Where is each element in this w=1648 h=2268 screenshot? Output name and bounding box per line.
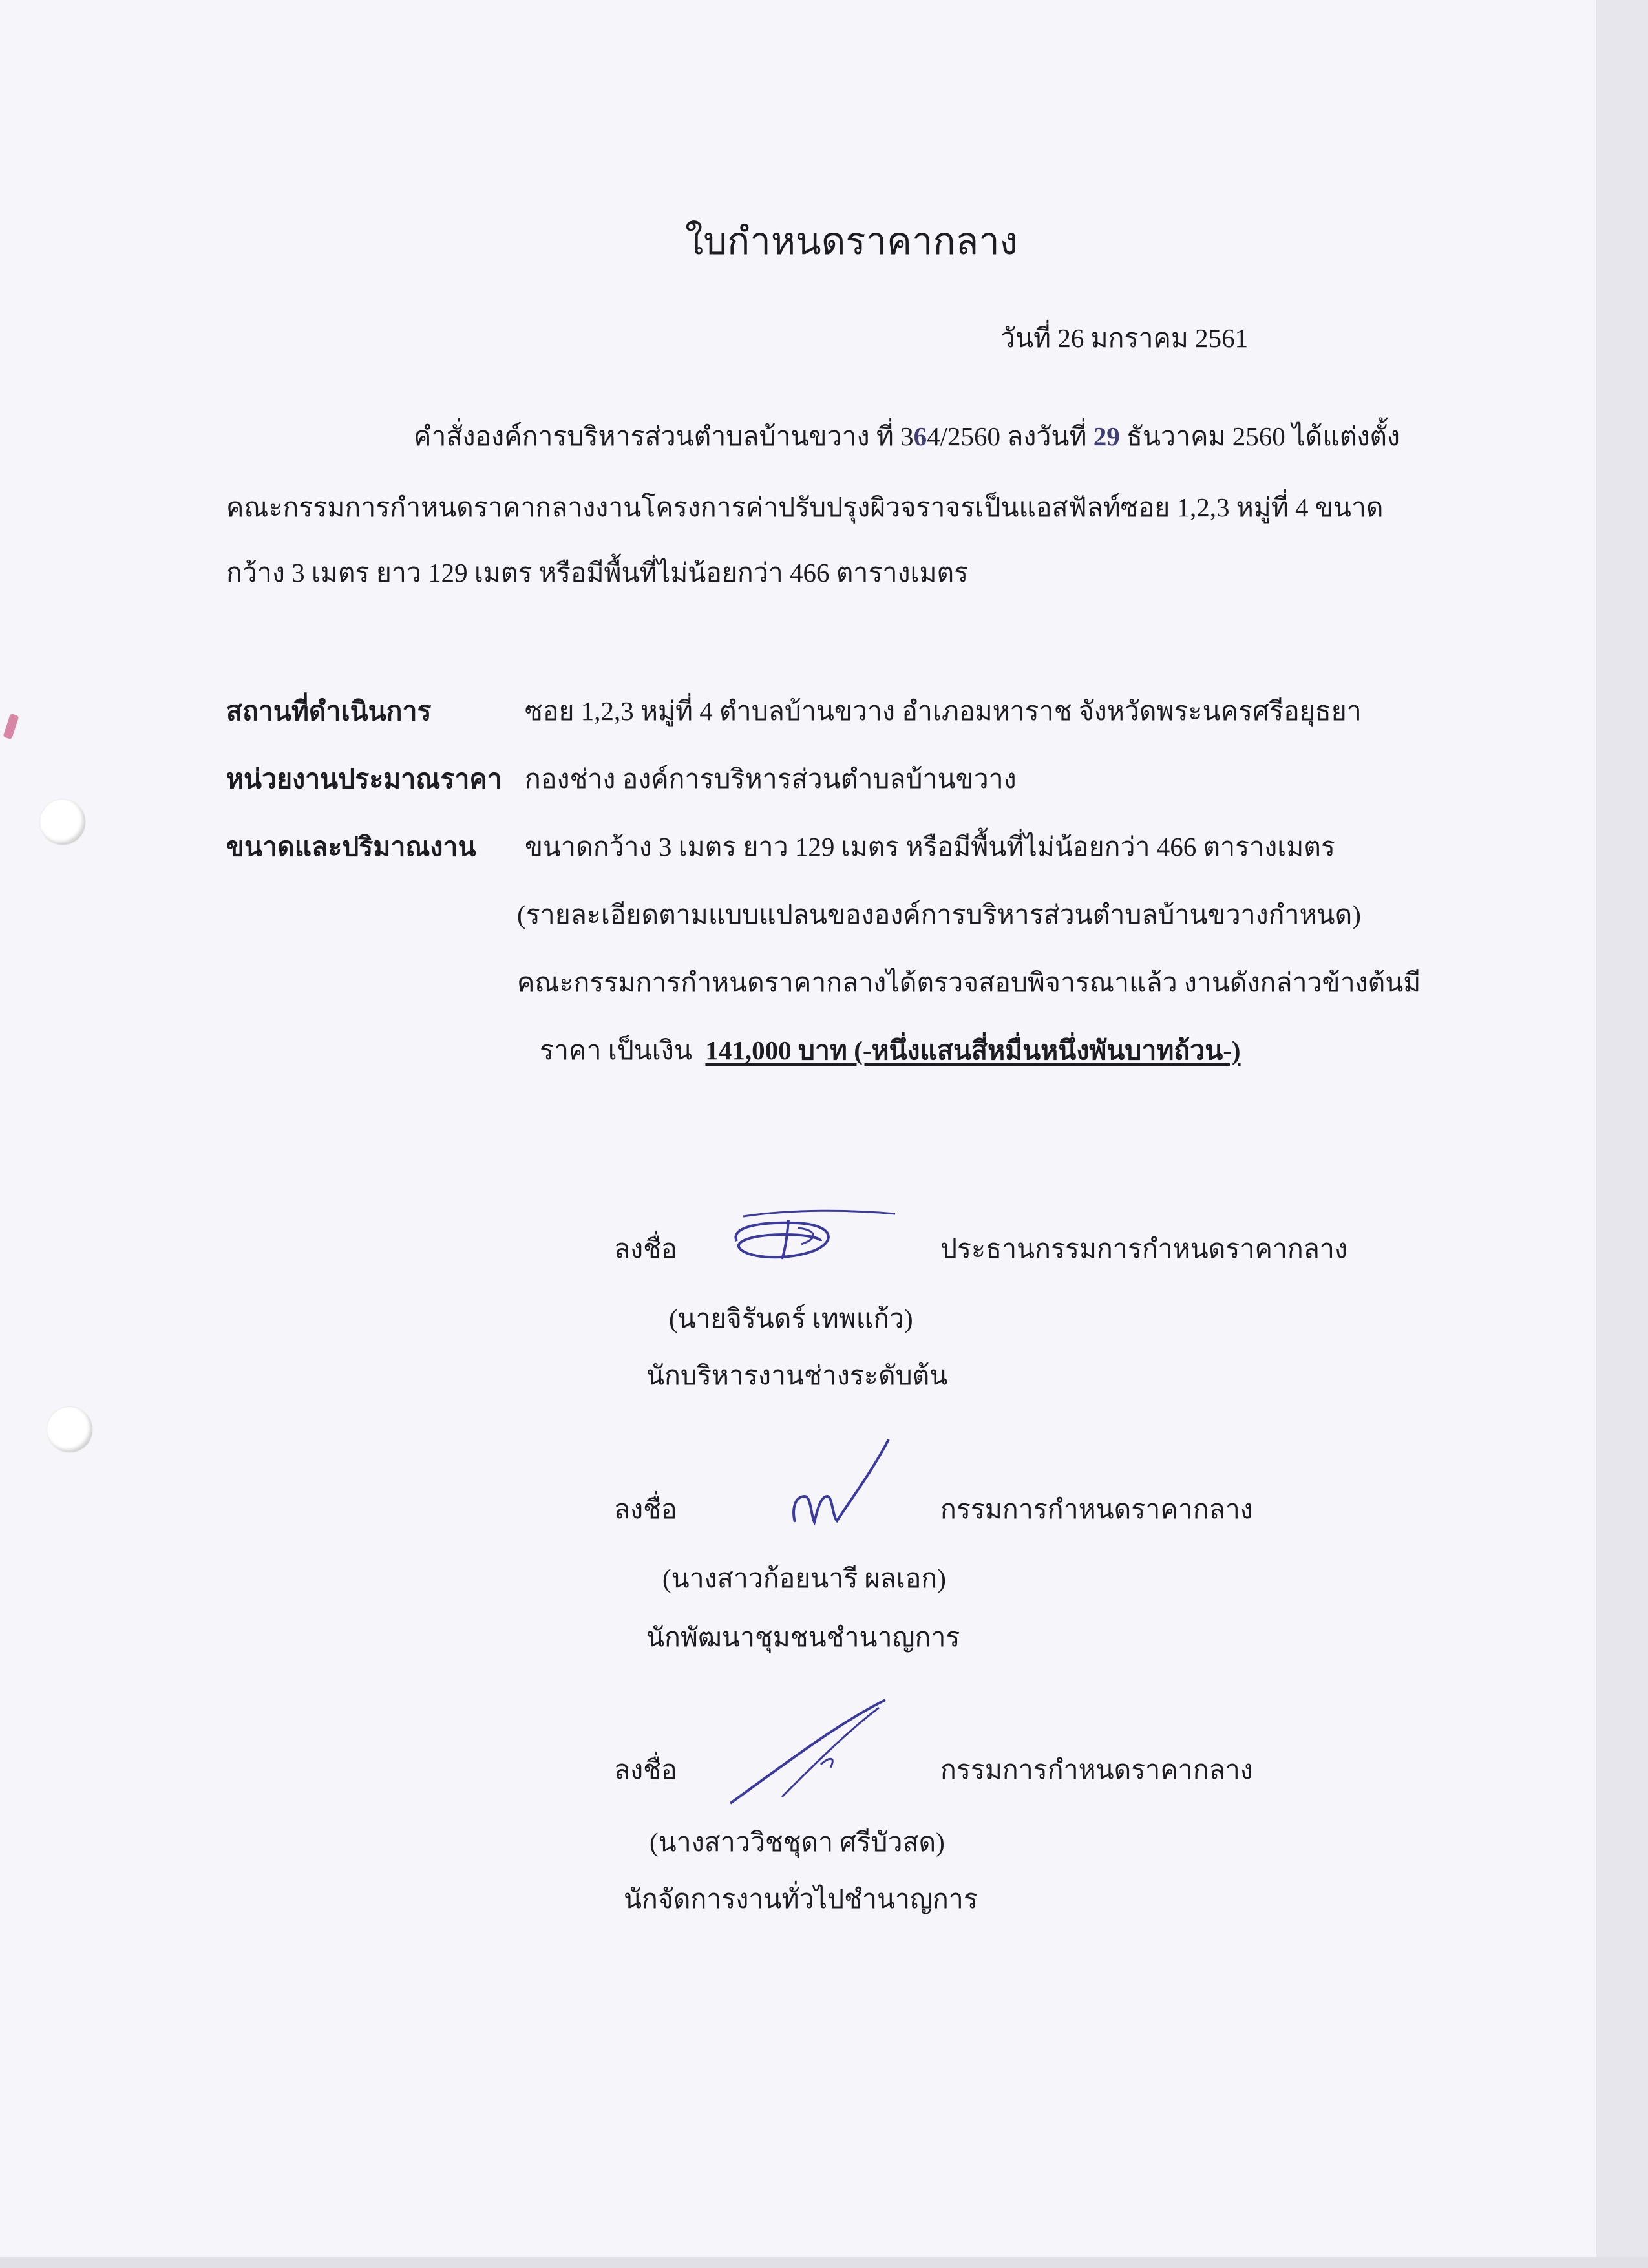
- price-prefix: ราคา เป็นเงิน: [540, 1035, 692, 1065]
- handwritten-signature-2: [782, 1432, 898, 1529]
- field-value-size-quantity: ขนาดกว้าง 3 เมตร ยาว 129 เมตร หรือมีพื้นที่ไม่น้อยกว่า 466 ตารางเมตร: [525, 832, 1335, 862]
- signer-role-3: กรรมการกำหนดราคากลาง: [940, 1755, 1253, 1785]
- intro-line-1: [414, 423, 1400, 450]
- punch-hole-bottom: [47, 1407, 92, 1452]
- field-value-location: ซอย 1,2,3 หมู่ที่ 4 ตำบลบ้านขวาง อำเภอมหาราช จังหวัดพระนครศรีอยุธยา: [525, 696, 1362, 726]
- signer-name-2: (นางสาวก้อยนารี ผลเอก): [662, 1563, 946, 1593]
- intro-line-1-part-c: ธันวาคม 2560 ได้แต่งตั้ง: [1119, 421, 1400, 451]
- signer-name-1: (นายจิรันดร์ เทพแก้ว): [669, 1304, 913, 1333]
- punch-hole-top: [40, 800, 85, 845]
- signer-role-1: ประธานกรรมการกำหนดราคากลาง: [940, 1234, 1347, 1264]
- price-line: [540, 1037, 1241, 1064]
- handwritten-order-day: 29: [1093, 421, 1120, 451]
- scan-edge-bottom: [0, 2257, 1648, 2268]
- sign-label-2: ลงชื่อ: [614, 1494, 677, 1524]
- sign-label-3: ลงชื่อ: [614, 1755, 677, 1785]
- price-value: 141,000 บาท (-หนึ่งแสนสี่หมื่นหนึ่งพันบาทถ้วน-): [705, 1035, 1241, 1065]
- intro-line-1-part-a: คำสั่งองค์การบริหารส่วนตำบลบ้านขวาง ที่ 3: [414, 421, 914, 451]
- handwritten-signature-1: [724, 1202, 898, 1267]
- intro-line-2: คณะกรรมการกำหนดราคากลางงานโครงการค่าปรับปรุงผิวจราจรเป็นแอสฟัลท์ซอย 1,2,3 หมู่ที่ 4 ขนาด: [226, 493, 1384, 522]
- scan-edge-right: [1596, 0, 1648, 2268]
- signer-position-3: นักจัดการงานทั่วไปชำนาญการ: [624, 1884, 978, 1914]
- signer-name-3: (นางสาววิชชุดา ศรีบัวสด): [650, 1827, 945, 1857]
- field-label-location: สถานที่ดำเนินการ: [226, 696, 432, 726]
- signer-position-2: นักพัฒนาชุมชนชำนาญการ: [646, 1622, 960, 1652]
- document-title: ใบกำหนดราคากลาง: [685, 220, 1019, 262]
- signer-role-2: กรรมการกำหนดราคากลาง: [940, 1494, 1253, 1524]
- field-label-estimating-unit: หน่วยงานประมาณราคา: [226, 764, 502, 794]
- detail-note: (รายละเอียดตามแบบแปลนขององค์การบริหารส่วนตำบลบ้านขวางกำหนด): [517, 900, 1361, 929]
- field-value-estimating-unit: กองช่าง องค์การบริหารส่วนตำบลบ้านขวาง: [525, 764, 1017, 794]
- intro-line-1-part-b: 4/2560 ลงวันที่: [927, 421, 1093, 451]
- sign-label-1: ลงชื่อ: [614, 1234, 677, 1264]
- handwritten-order-digit: 6: [913, 421, 927, 451]
- signer-position-1: นักบริหารงานช่างระดับต้น: [646, 1361, 948, 1390]
- intro-line-3: กว้าง 3 เมตร ยาว 129 เมตร หรือมีพื้นที่ไม่น้อยกว่า 466 ตารางเมตร: [226, 558, 969, 588]
- handwritten-signature-3: [724, 1693, 892, 1810]
- document-date: วันที่ 26 มกราคม 2561: [1000, 323, 1249, 353]
- committee-statement: คณะกรรมการกำหนดราคากลางได้ตรวจสอบพิจารณาแล้ว งานดังกล่าวข้างต้นมี: [517, 968, 1421, 997]
- field-label-size-quantity: ขนาดและปริมาณงาน: [226, 832, 476, 862]
